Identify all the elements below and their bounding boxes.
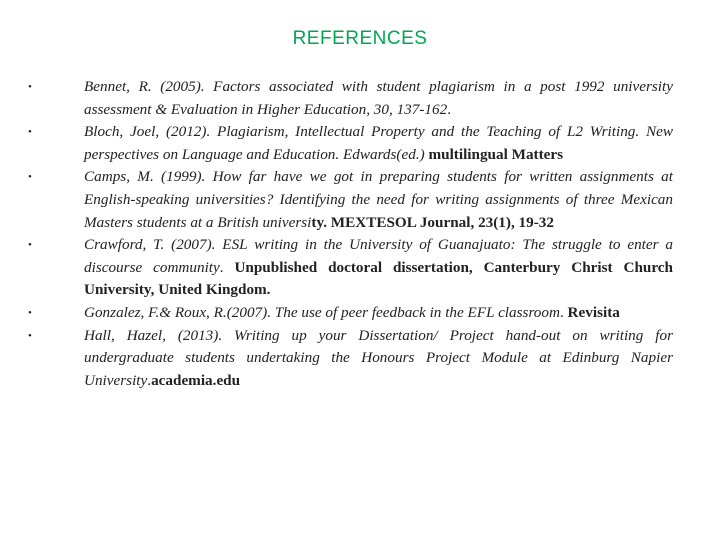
reference-bold-text: ty. MEXTESOL Journal, 23(1), 19-32 xyxy=(311,213,554,231)
bullet-icon: • xyxy=(28,171,32,184)
reference-italic-text: Camps, M. (1999). How far have we got in preparing students for written assignments at English-speaking universities? Identifying the need for writing assignments of three Mexican Masters students at a British universi xyxy=(84,168,673,231)
reference-bold-text: Unpublished doctoral dissertation, Canterbury Christ Church University, United Kingdom. xyxy=(84,258,673,299)
reference-italic-text: Gonzalez, F.& Roux, R.(2007). The use of peer feedback in the EFL classroom xyxy=(84,303,560,321)
reference-bold-text: academia.edu xyxy=(151,371,241,389)
bullet-icon: • xyxy=(28,329,32,342)
page-title: REFERENCES xyxy=(292,28,428,49)
reference-italic-text: Hall, Hazel, (2013). Writing up your Dissertation/ Project hand-out on writing for undergraduate students undertaking the Honours Project Module at Edinburg Napier University xyxy=(84,326,673,389)
reference-item xyxy=(28,234,673,302)
reference-item xyxy=(28,166,673,234)
bullet-icon: • xyxy=(28,81,32,93)
bullet-icon: • xyxy=(28,239,32,252)
reference-italic-text: Bennet, R. (2005). Factors associated with student plagiarism in a post 1992 university assessment & Evaluation in Higher Education, 30, 137-162 xyxy=(84,78,673,118)
reference-list xyxy=(28,76,673,392)
reference-normal-text: . xyxy=(147,371,152,389)
reference-normal-text: . xyxy=(219,258,224,276)
bullet-icon: • xyxy=(28,306,32,319)
reference-item xyxy=(28,325,673,393)
reference-normal-text: . xyxy=(559,303,564,321)
reference-bold-text: Revisita xyxy=(563,303,620,321)
bullet-icon: • xyxy=(28,126,32,139)
reference-item xyxy=(28,302,673,325)
reference-bold-text: multilingual Matters xyxy=(424,145,564,163)
reference-normal-text: . xyxy=(447,100,451,118)
reference-item xyxy=(28,76,673,121)
reference-item xyxy=(28,121,673,166)
reference-italic-text: Crawford, T. (2007). ESL writing in the University of Guanajuato: The struggle to enter a discourse community xyxy=(84,236,673,276)
reference-italic-text: Bloch, Joel, (2012). Plagiarism, Intellectual Property and the Teaching of L2 Writing. New perspectives on Language and Education. Edwards(ed.) xyxy=(84,123,673,163)
